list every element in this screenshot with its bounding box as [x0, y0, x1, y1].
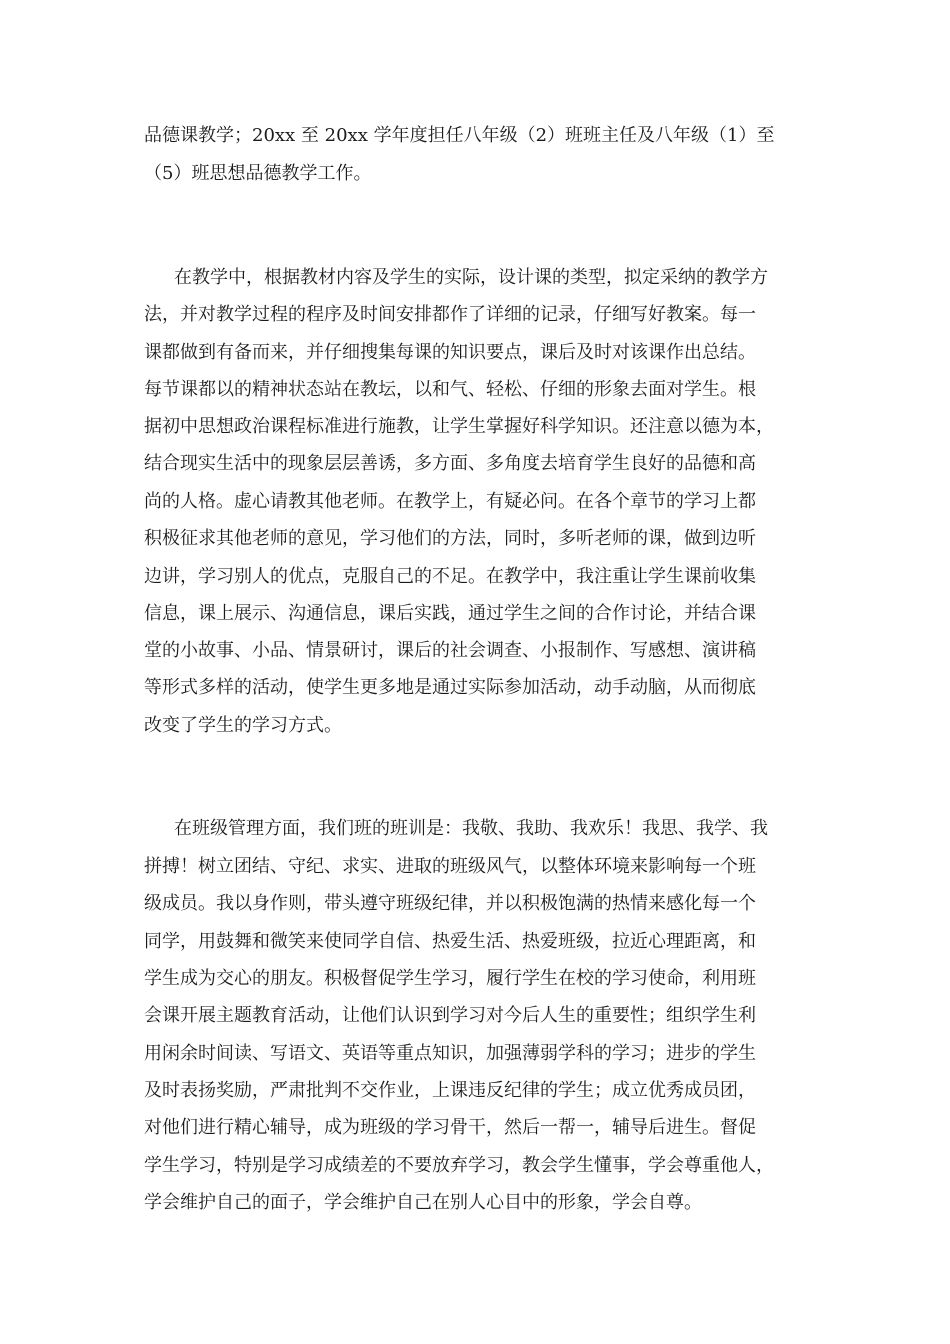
paragraph-2-line-9: 边讲，学习别人的优点，克服自己的不足。在教学中，我注重让学生课前收集 — [144, 566, 756, 587]
paragraph-2-line-2: 法，并对教学过程的程序及时间安排都作了详细的记录，仔细写好教案。每一 — [144, 304, 756, 325]
paragraph-3-line-5: 学生成为交心的朋友。积极督促学生学习，履行学生在校的学习使命，利用班 — [144, 968, 756, 989]
paragraph-2-line-4: 每节课都以的精神状态站在教坛，以和气、轻松、仔细的形象去面对学生。根 — [144, 379, 756, 400]
paragraph-2-line-1: 在教学中，根据教材内容及学生的实际，设计课的类型，拟定采纳的教学方 — [174, 267, 768, 288]
paragraph-2-line-11: 堂的小故事、小品、情景研讨，课后的社会调查、小报制作、写感想、演讲稿 — [144, 640, 756, 661]
paragraph-3-line-9: 对他们进行精心辅导，成为班级的学习骨干，然后一帮一，辅导后进生。督促 — [144, 1117, 756, 1138]
paragraph-3-line-2: 拼搏！树立团结、守纪、求实、进取的班级风气，以整体环境来影响每一个班 — [144, 856, 756, 877]
paragraph-3-line-3: 级成员。我以身作则，带头遵守班级纪律，并以积极饱满的热情来感化每一个 — [144, 893, 756, 914]
paragraph-3-line-11: 学会维护自己的面子，学会维护自己在别人心目中的形象，学会自尊。 — [144, 1192, 702, 1213]
paragraph-2-line-3: 课都做到有备而来，并仔细搜集每课的知识要点，课后及时对该课作出总结。 — [144, 342, 756, 363]
paragraph-1-line-2: （5）班思想品德教学工作。 — [144, 163, 372, 184]
paragraph-3-line-1: 在班级管理方面，我们班的班训是：我敬、我助、我欢乐！我思、我学、我 — [174, 818, 768, 839]
paragraph-3-line-10: 学生学习，特别是学习成绩差的不要放弃学习，教会学生懂事，学会尊重他人， — [144, 1155, 774, 1176]
paragraph-3-line-7: 用闲余时间读、写语文、英语等重点知识，加强薄弱学科的学习；进步的学生 — [144, 1043, 756, 1064]
paragraph-2-line-8: 积极征求其他老师的意见，学习他们的方法，同时，多听老师的课，做到边听 — [144, 528, 756, 549]
paragraph-2-line-7: 尚的人格。虚心请教其他老师。在教学上，有疑必问。在各个章节的学习上都 — [144, 491, 756, 512]
paragraph-2-line-10: 信息，课上展示、沟通信息，课后实践，通过学生之间的合作讨论，并结合课 — [144, 603, 756, 624]
paragraph-3-line-8: 及时表扬奖励，严肃批判不交作业，上课违反纪律的学生；成立优秀成员团， — [144, 1080, 756, 1101]
paragraph-2-line-13: 改变了学生的学习方式。 — [144, 715, 342, 736]
paragraph-3-line-4: 同学，用鼓舞和微笑来使同学自信、热爱生活、热爱班级，拉近心理距离，和 — [144, 931, 756, 952]
paragraph-1-line-1: 品德课教学；20xx 至 20xx 学年度担任八年级（2）班班主任及八年级（1）至 — [144, 125, 775, 146]
paragraph-3-line-6: 会课开展主题教育活动，让他们认识到学习对今后人生的重要性；组织学生利 — [144, 1005, 756, 1026]
paragraph-2-line-12: 等形式多样的活动，使学生更多地是通过实际参加活动，动手动脑，从而彻底 — [144, 677, 756, 698]
paragraph-2-line-5: 据初中思想政治课程标准进行施教，让学生掌握好科学知识。还注意以德为本， — [144, 416, 774, 437]
paragraph-2-line-6: 结合现实生活中的现象层层善诱，多方面、多角度去培育学生良好的品德和高 — [144, 453, 756, 474]
